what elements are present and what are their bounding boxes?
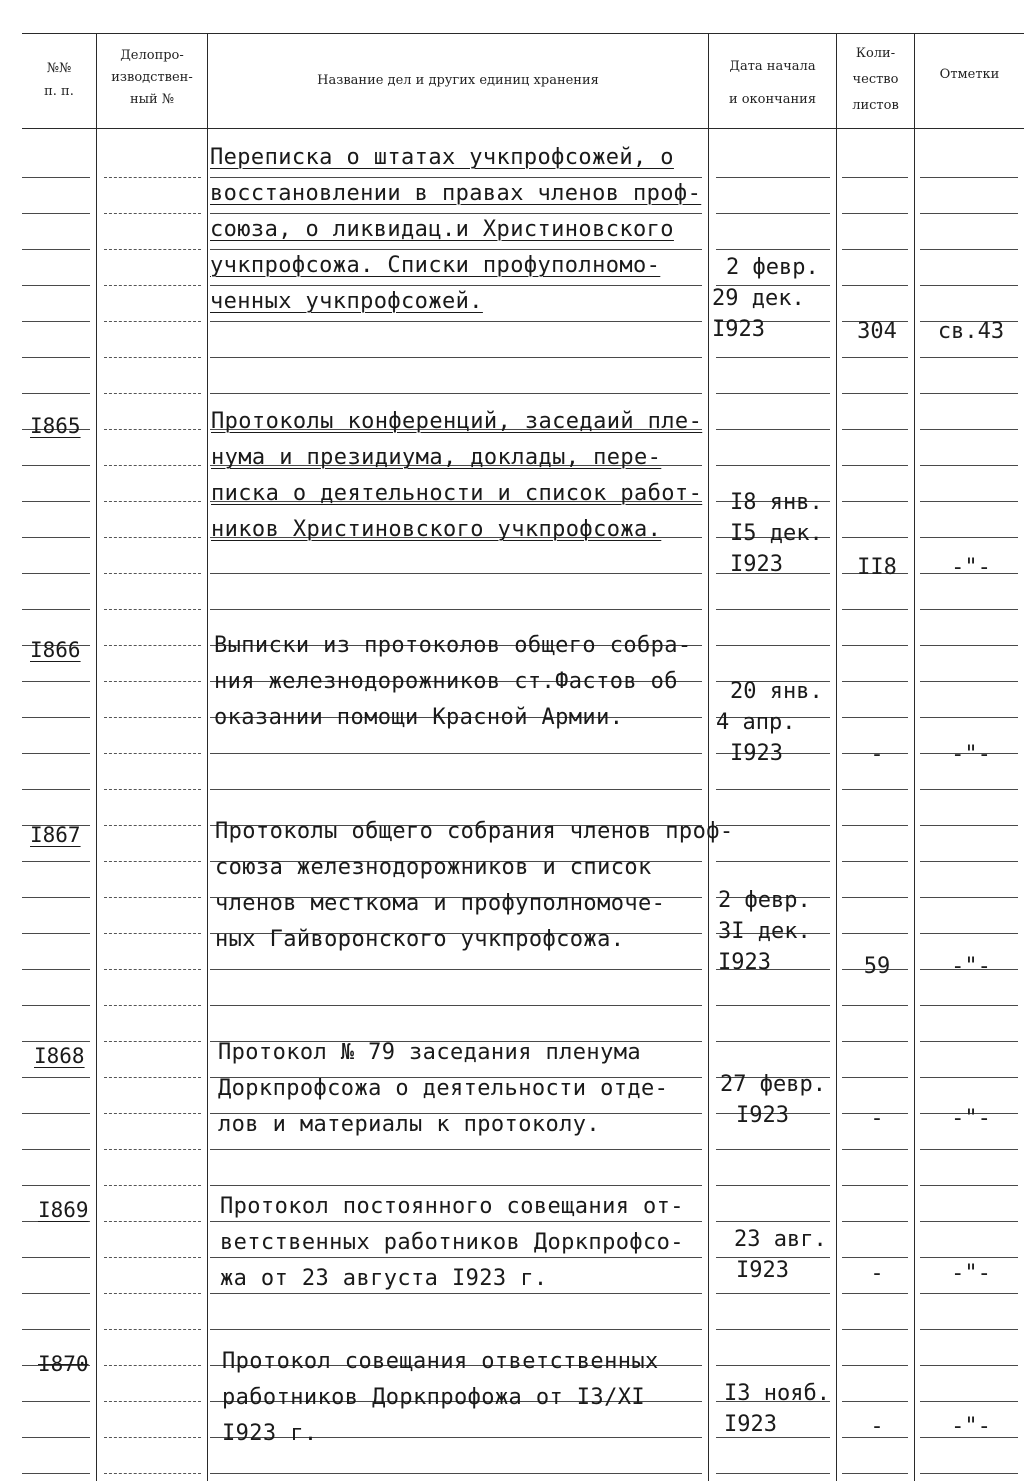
ruled-line-segment [716, 1005, 830, 1006]
ruled-line-segment [920, 1257, 1018, 1258]
ruled-line-segment [104, 789, 201, 790]
ruled-line-segment [842, 393, 908, 394]
ruled-line-segment [22, 321, 90, 322]
title-line: Доркпрофсожа о деятельности отде- [218, 1076, 669, 1101]
title-line: I923 г. [222, 1421, 318, 1446]
ruled-line-segment [716, 609, 830, 610]
ruled-line-segment [842, 1257, 908, 1258]
ruled-line-segment [920, 1149, 1018, 1150]
ruled-line-segment [22, 861, 90, 862]
ruled-line-segment [920, 429, 1018, 430]
ruled-line-segment [920, 717, 1018, 718]
ruled-line-segment [22, 933, 90, 934]
ruled-line-segment [210, 321, 702, 322]
ruled-line-segment [104, 1221, 201, 1222]
date-line: 20 янв. [730, 679, 823, 704]
ruled-line-segment [716, 1293, 830, 1294]
ruled-line-segment [210, 1473, 702, 1474]
ruled-line-segment [22, 537, 90, 538]
record-dates [712, 487, 837, 580]
ruled-line-segment [842, 1077, 908, 1078]
date-line: I5 дек. [730, 521, 823, 546]
ruled-line-segment [104, 1437, 201, 1438]
ruled-line-segment [104, 609, 201, 610]
record-dates [712, 252, 837, 345]
ruled-line-segment [920, 393, 1018, 394]
date-line: 2 февр. [718, 888, 811, 913]
ruled-line-segment [22, 681, 90, 682]
title-line: Протокол совещания ответственных [222, 1349, 659, 1374]
ruled-line-segment [22, 249, 90, 250]
title-line: союза, о ликвидац.и Христиновского [210, 217, 674, 242]
ruled-line-segment [104, 681, 201, 682]
ruled-line-segment [104, 393, 201, 394]
ruled-line-segment [842, 861, 908, 862]
ruled-line-segment [716, 645, 830, 646]
ruled-line-segment [22, 789, 90, 790]
record-title [210, 140, 701, 320]
header-office-line: Делопро- [120, 48, 184, 63]
ruled-line-segment [842, 213, 908, 214]
record-sheets: - [870, 1261, 884, 1286]
record-sheets: - [870, 1106, 884, 1131]
ruled-line-segment [920, 1041, 1018, 1042]
date-line: 4 апр. [716, 710, 796, 735]
ruled-line-segment [210, 609, 702, 610]
date-line: I3 нояб. [724, 1381, 830, 1406]
ruled-line-segment [22, 609, 90, 610]
header-sheets-line: листов [852, 98, 899, 113]
ruled-line-segment [22, 465, 90, 466]
ruled-line-segment [104, 1113, 201, 1114]
record-note: св.43 [937, 319, 1005, 344]
ruled-line-segment [920, 249, 1018, 250]
header-dates-line: и окончания [728, 92, 817, 107]
date-line: I923 [724, 1412, 777, 1437]
record-note: -"- [951, 1106, 991, 1131]
ruled-line-segment [920, 1293, 1018, 1294]
ruled-line-segment [104, 717, 201, 718]
ruled-line-segment [842, 1221, 908, 1222]
ruled-line-segment [842, 177, 908, 178]
ruled-line-segment [842, 465, 908, 466]
ruled-line-segment [22, 717, 90, 718]
ruled-line-segment [716, 357, 830, 358]
ruled-line-segment [842, 717, 908, 718]
ruled-line-segment [22, 1293, 90, 1294]
title-line: членов месткома и профуполномоче- [215, 891, 666, 916]
title-line: ченных учкпрофсожей. [210, 289, 483, 314]
ruled-line-segment [22, 1473, 90, 1474]
header-dates-line: Дата начала [729, 59, 816, 74]
ruled-line-segment [104, 573, 201, 574]
ruled-line-segment [22, 1185, 90, 1186]
record-title [214, 628, 692, 736]
ruled-line-segment [22, 1401, 90, 1402]
ruled-line-segment [104, 501, 201, 502]
ruled-line-segment [104, 1365, 201, 1366]
ruled-line-segment [716, 249, 830, 250]
header-number-line: п. п. [44, 84, 74, 99]
ruled-line-segment [22, 969, 90, 970]
ruled-line-segment [104, 537, 201, 538]
date-line: I923 [730, 741, 783, 766]
ruled-line-segment [842, 1041, 908, 1042]
ruled-line-segment [104, 1401, 201, 1402]
record-title [211, 404, 702, 548]
header-sheets [837, 41, 914, 119]
ruled-line-segment [104, 285, 201, 286]
ruled-line-segment [716, 1041, 830, 1042]
date-line: 2 февр. [726, 255, 819, 280]
ruled-line-segment [104, 645, 201, 646]
title-line: Протоколы общего собрания членов проф- [215, 819, 734, 844]
ruled-line-segment [22, 285, 90, 286]
ruled-line-segment [842, 933, 908, 934]
ruled-line-segment [716, 465, 830, 466]
ruled-line-segment [716, 1329, 830, 1330]
header-number [22, 57, 96, 103]
date-line: I923 [730, 552, 783, 577]
record-dates [712, 1069, 837, 1131]
ruled-line-segment [716, 1221, 830, 1222]
date-line: I923 [736, 1258, 789, 1283]
ruled-line-segment [22, 1437, 90, 1438]
date-line: I923 [712, 317, 765, 342]
ruled-line-segment [104, 249, 201, 250]
ruled-line-segment [104, 861, 201, 862]
ruled-line-segment [104, 897, 201, 898]
record-note: -"- [951, 954, 991, 979]
title-line: восстановлении в правах членов проф- [210, 181, 702, 206]
header-office-line: ный № [129, 92, 175, 107]
ruled-line-segment [210, 1005, 702, 1006]
ruled-line-segment [920, 1473, 1018, 1474]
ruled-line-segment [22, 1077, 90, 1078]
ruled-line-segment [842, 429, 908, 430]
ruled-line-segment [22, 177, 90, 178]
header-bottom-rule [22, 128, 1024, 129]
ruled-line-segment [842, 1149, 908, 1150]
ruled-line-segment [842, 645, 908, 646]
ruled-line-segment [104, 1185, 201, 1186]
ruled-line-segment [920, 1221, 1018, 1222]
ruled-line-segment [22, 357, 90, 358]
header-office-line: изводствен- [111, 70, 193, 85]
ruled-line-segment [842, 1293, 908, 1294]
ruled-line-segment [842, 1005, 908, 1006]
title-line: союза железнодорожников и список [215, 855, 652, 880]
header-notes: Отметки [939, 67, 1000, 82]
ruled-line-segment [22, 213, 90, 214]
ruled-line-segment [842, 1365, 908, 1366]
title-line: ветственных работников Доркпрофсо- [220, 1230, 684, 1255]
header-office-number [97, 45, 207, 111]
title-line: писка о деятельности и список работ- [211, 481, 703, 506]
record-number: I866 [30, 638, 81, 662]
ruled-line-segment [22, 1149, 90, 1150]
ruled-line-segment [842, 1329, 908, 1330]
ruled-line-segment [104, 753, 201, 754]
ruled-line-segment [920, 1077, 1018, 1078]
ruled-line-segment [22, 1041, 90, 1042]
ruled-line-segment [716, 1473, 830, 1474]
ruled-line-segment [842, 681, 908, 682]
record-dates [712, 1224, 837, 1286]
ruled-line-segment [920, 825, 1018, 826]
record-sheets: 304 [857, 319, 897, 344]
title-line: лов и материалы к протоколу. [218, 1112, 601, 1137]
title-line: Протокол постоянного совещания от- [220, 1194, 684, 1219]
ruled-line-segment [920, 465, 1018, 466]
ruled-line-segment [22, 1257, 90, 1258]
date-line: 3I дек. [718, 919, 811, 944]
header-top-rule [22, 33, 1024, 34]
ruled-line-segment [716, 429, 830, 430]
ruled-line-segment [920, 645, 1018, 646]
ruled-line-segment [920, 789, 1018, 790]
ruled-line-segment [104, 1293, 201, 1294]
ruled-line-segment [210, 753, 702, 754]
column-divider [207, 33, 208, 1481]
column-divider [96, 33, 97, 1481]
title-line: нума и президиума, доклады, пере- [211, 445, 662, 470]
ruled-line-segment [920, 897, 1018, 898]
record-dates [712, 885, 837, 978]
ruled-line-segment [210, 393, 702, 394]
ruled-line-segment [920, 357, 1018, 358]
title-line: ников Христиновского учкпрофсожа. [211, 517, 662, 542]
ruled-line-segment [104, 1329, 201, 1330]
ruled-line-segment [716, 177, 830, 178]
ruled-line-segment [104, 1473, 201, 1474]
record-dates [712, 1378, 837, 1440]
title-line: оказании помощи Красной Армии. [214, 705, 624, 730]
header-sheets-line: чество [852, 72, 899, 87]
ruled-line-segment [716, 1149, 830, 1150]
ruled-line-segment [842, 1401, 908, 1402]
ruled-line-segment [842, 249, 908, 250]
record-note: -"- [951, 1261, 991, 1286]
record-dates [712, 676, 837, 769]
record-sheets: - [870, 1414, 884, 1439]
ruled-line-segment [842, 1185, 908, 1186]
title-line: жа от 23 августа I923 г. [220, 1266, 548, 1291]
ruled-line-segment [104, 177, 201, 178]
ruled-line-segment [22, 1005, 90, 1006]
title-line: Протокол № 79 заседания пленума [218, 1040, 641, 1065]
ruled-line-segment [210, 1329, 702, 1330]
ruled-line-segment [716, 213, 830, 214]
ruled-line-segment [104, 1005, 201, 1006]
ruled-line-segment [104, 429, 201, 430]
record-number: I865 [30, 414, 81, 438]
record-note: -"- [951, 742, 991, 767]
ruled-line-segment [920, 285, 1018, 286]
ruled-line-segment [842, 825, 908, 826]
record-sheets: II8 [857, 555, 897, 580]
ruled-line-segment [22, 1329, 90, 1330]
title-line: ния железнодорожников ст.Фастов об [214, 669, 678, 694]
ruled-line-segment [104, 465, 201, 466]
ruled-line-segment [842, 357, 908, 358]
ruled-line-segment [104, 1149, 201, 1150]
title-line: Переписка о штатах учкпрофсожей, о [210, 145, 674, 170]
ruled-line-segment [104, 357, 201, 358]
ruled-line-segment [210, 1185, 702, 1186]
record-note: -"- [951, 1414, 991, 1439]
ruled-line-segment [22, 393, 90, 394]
record-sheets: - [870, 742, 884, 767]
ruled-line-segment [920, 537, 1018, 538]
ruled-line-segment [104, 1041, 201, 1042]
date-line: 23 авг. [734, 1227, 827, 1252]
ruled-line-segment [210, 969, 702, 970]
ruled-line-segment [210, 1149, 702, 1150]
ruled-line-segment [210, 357, 702, 358]
header-dates [709, 50, 836, 116]
title-line: Протоколы конференций, заседаий пле- [211, 409, 703, 434]
record-number: I868 [34, 1044, 85, 1068]
date-line: 29 дек. [712, 286, 805, 311]
record-title [218, 1035, 668, 1143]
ruled-line-segment [920, 1401, 1018, 1402]
record-note: -"- [951, 555, 991, 580]
ruled-line-segment [22, 1113, 90, 1114]
title-line: ных Гайворонского учкпрофсожа. [215, 927, 625, 952]
ruled-line-segment [716, 789, 830, 790]
date-line: I923 [718, 950, 771, 975]
ruled-line-segment [716, 1365, 830, 1366]
ruled-line-segment [920, 933, 1018, 934]
ruled-line-segment [842, 897, 908, 898]
ruled-line-segment [22, 753, 90, 754]
date-line: 27 февр. [720, 1072, 826, 1097]
ruled-line-segment [104, 321, 201, 322]
ruled-line-segment [920, 1329, 1018, 1330]
ruled-line-segment [842, 789, 908, 790]
ruled-line-segment [104, 825, 201, 826]
ruled-line-segment [920, 213, 1018, 214]
date-line: I923 [736, 1103, 789, 1128]
ruled-line-segment [104, 213, 201, 214]
record-sheets: 59 [863, 954, 891, 979]
ruled-line-segment [920, 1185, 1018, 1186]
ruled-line-segment [920, 501, 1018, 502]
ruled-line-segment [716, 393, 830, 394]
date-line: I8 янв. [730, 490, 823, 515]
header-number-line: №№ [46, 61, 72, 76]
ruled-line-segment [920, 177, 1018, 178]
ruled-line-segment [22, 501, 90, 502]
record-number: I867 [30, 823, 81, 847]
record-number: I870 [38, 1352, 89, 1376]
column-divider [914, 33, 915, 1481]
ruled-line-segment [920, 609, 1018, 610]
title-line: Выписки из протоколов общего собра- [214, 633, 692, 658]
record-number: I869 [38, 1198, 89, 1222]
ruled-line-segment [842, 1473, 908, 1474]
ruled-line-segment [842, 609, 908, 610]
ruled-line-segment [842, 285, 908, 286]
ruled-line-segment [210, 573, 702, 574]
header-title: Название дел и других единиц хранения [317, 73, 599, 88]
ruled-line-segment [104, 969, 201, 970]
ruled-line-segment [842, 537, 908, 538]
ruled-line-segment [104, 933, 201, 934]
record-title [222, 1344, 659, 1452]
record-title [220, 1189, 684, 1297]
ruled-line-segment [920, 681, 1018, 682]
ruled-line-segment [210, 789, 702, 790]
ruled-line-segment [920, 861, 1018, 862]
header-sheets-line: Коли- [855, 46, 896, 61]
ruled-line-segment [920, 1365, 1018, 1366]
ruled-line-segment [22, 573, 90, 574]
ruled-line-segment [716, 1185, 830, 1186]
ruled-line-segment [842, 501, 908, 502]
record-title [215, 814, 734, 958]
ruled-line-segment [22, 897, 90, 898]
ruled-line-segment [920, 1005, 1018, 1006]
column-divider [708, 33, 709, 1481]
title-line: работников Доркпрофожа от I3/XI [222, 1385, 645, 1410]
title-line: учкпрофсожа. Списки профуполномо- [210, 253, 661, 278]
ruled-line-segment [104, 1257, 201, 1258]
ruled-line-segment [104, 1077, 201, 1078]
